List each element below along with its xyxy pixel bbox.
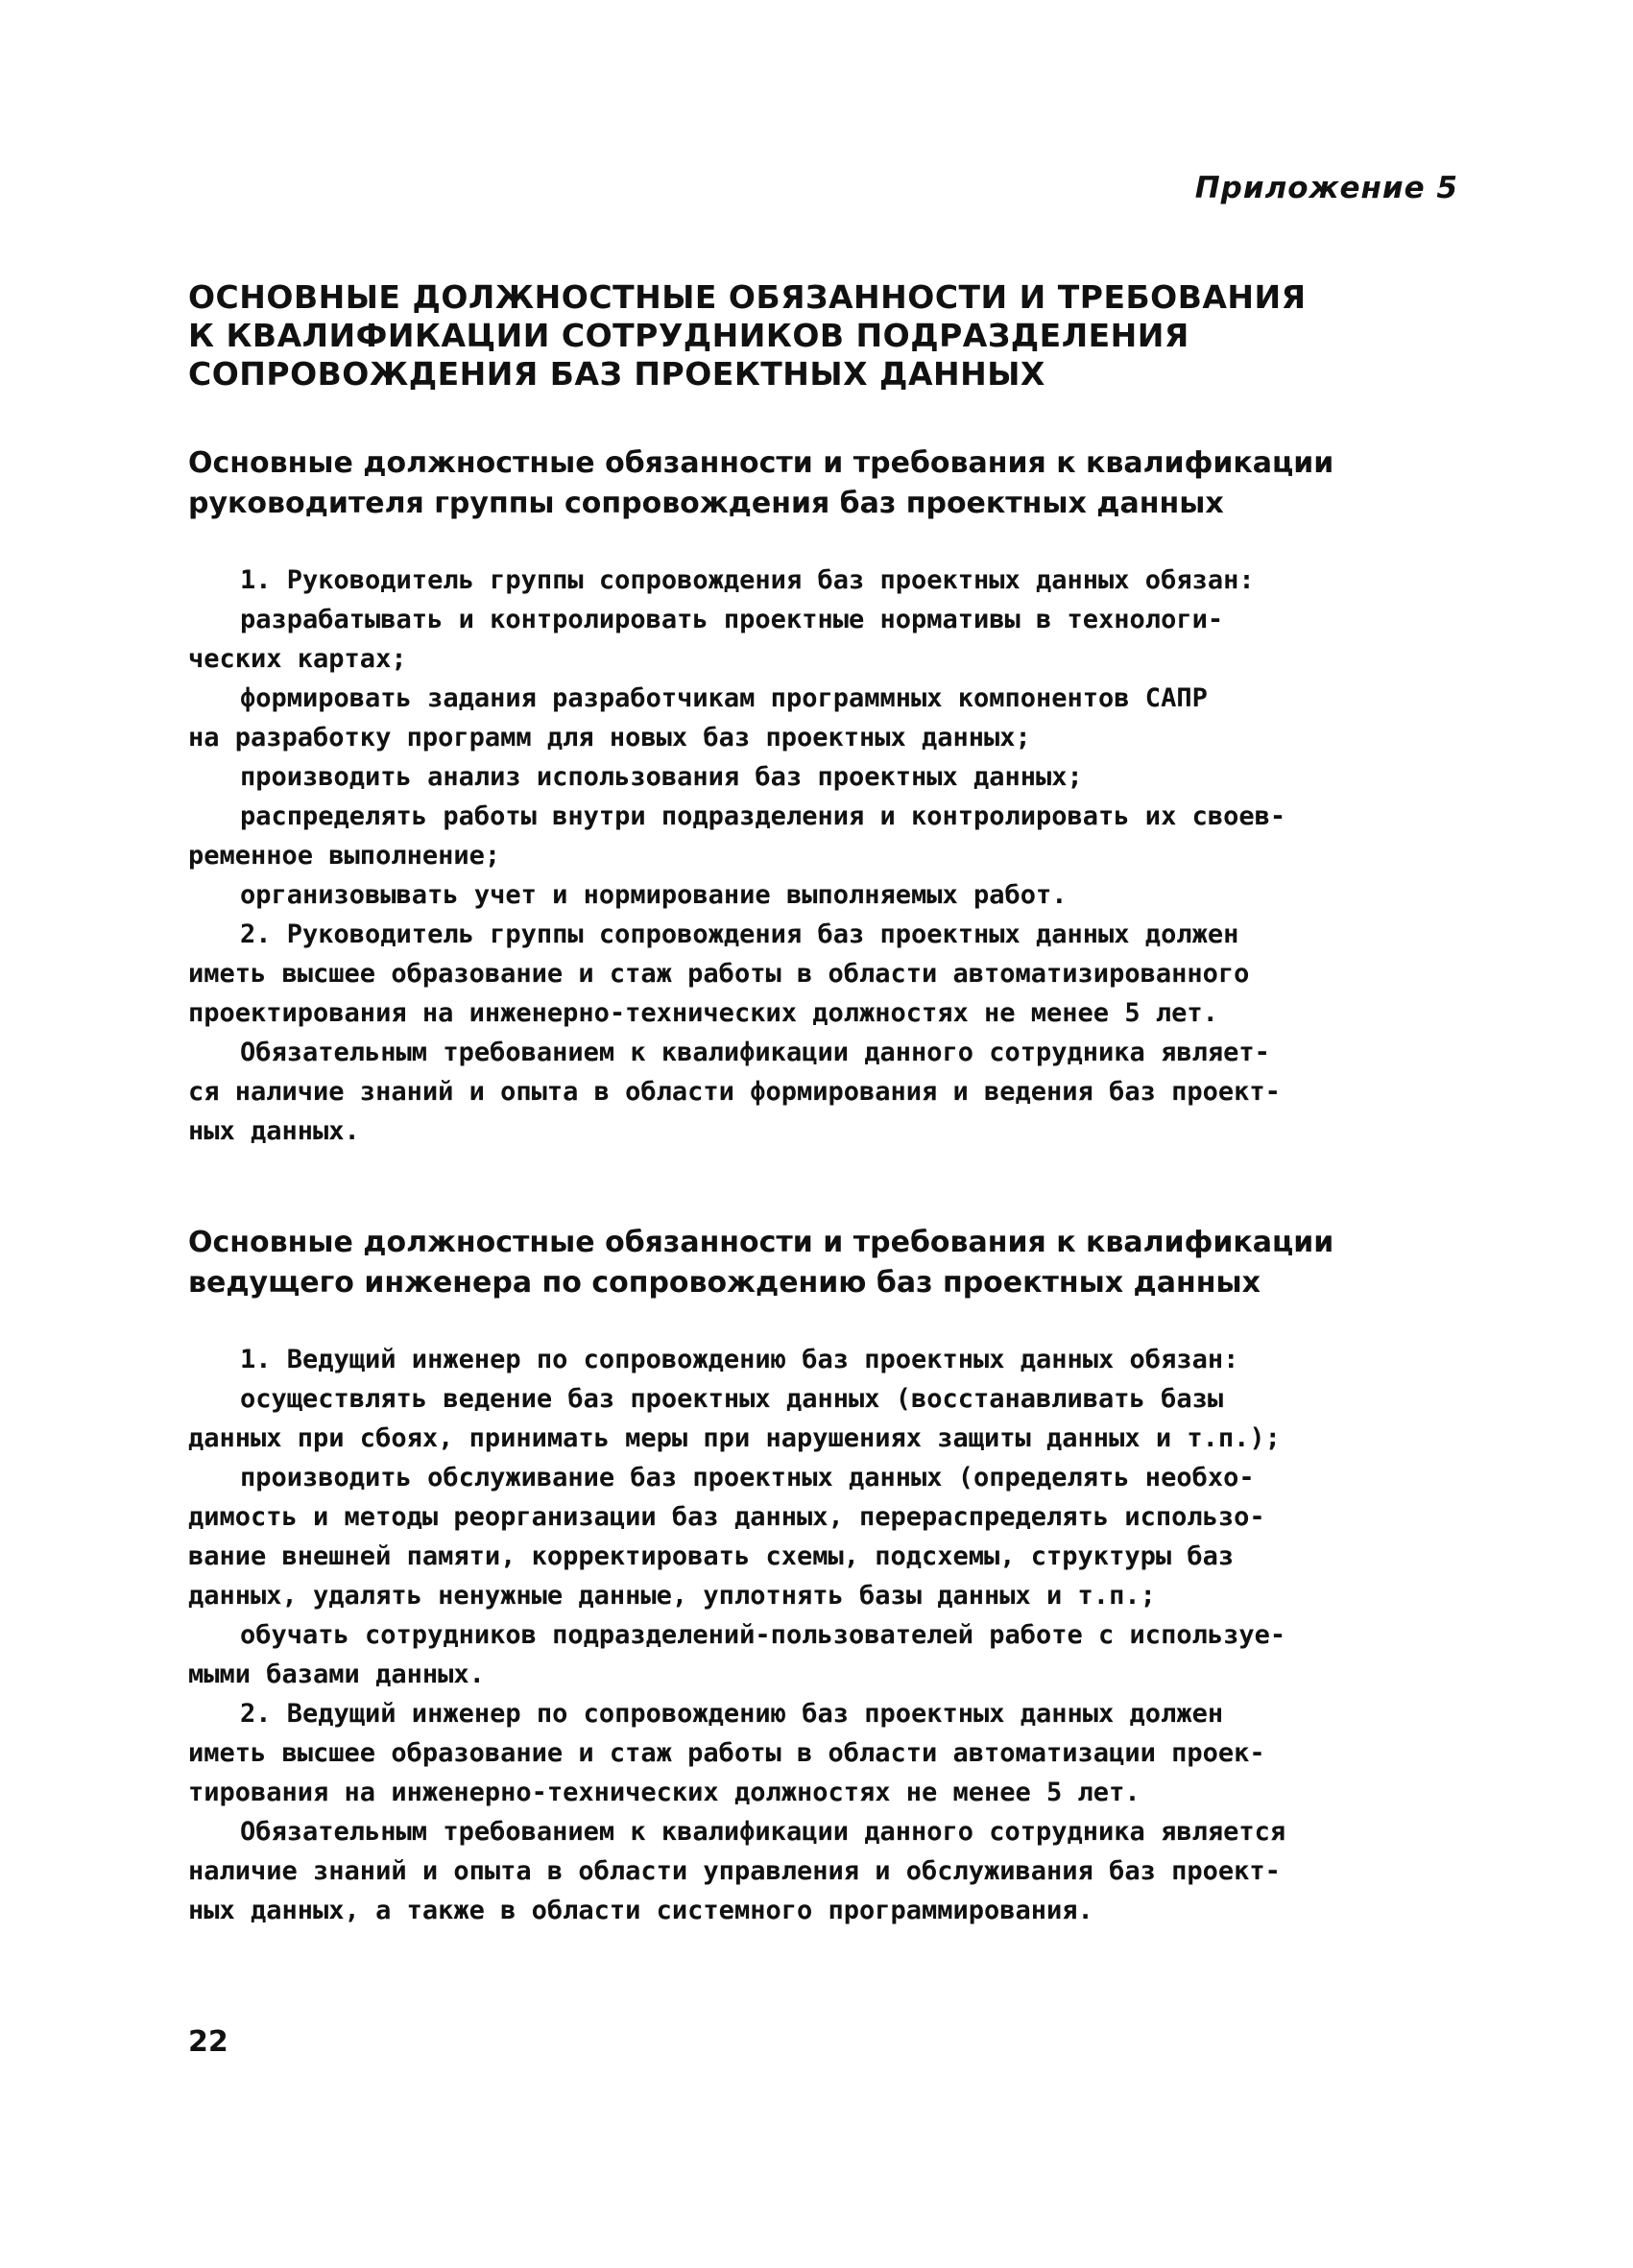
paragraph-line: организовывать учет и нормирование выполняемых работ. (240, 880, 1068, 910)
paragraph-line: наличие знаний и опыта в области управления и обслуживания баз проект- (188, 1856, 1281, 1886)
paragraph-line: вание внешней памяти, корректировать схемы, подсхемы, структуры баз (188, 1541, 1235, 1571)
paragraph-line: ся наличие знаний и опыта в области формирования и ведения баз проект- (188, 1077, 1281, 1107)
paragraph-line: данных при сбоях, принимать меры при нарушениях защиты данных и т.п.); (188, 1423, 1281, 1453)
paragraph-line: ных данных. (188, 1116, 360, 1146)
paragraph-line: иметь высшее образование и стаж работы в области автоматизированного (188, 959, 1250, 989)
paragraph-line: формировать задания разработчикам программных компонентов САПР (240, 683, 1208, 713)
paragraph-line: ных данных, а также в области системного программирования. (188, 1896, 1093, 1925)
paragraph-line: обучать сотрудников подразделений-пользователей работе с используе- (240, 1620, 1286, 1650)
section2-body (188, 1340, 1494, 1930)
appendix-label: Приложение 5 (1194, 171, 1458, 205)
section-title-line: Основные должностные обязанности и требования к квалификации (188, 1226, 1334, 1259)
section1-title (188, 443, 1455, 524)
section1-body (188, 561, 1494, 1151)
section2-title (188, 1223, 1455, 1303)
main-title-line: СОПРОВОЖДЕНИЯ БАЗ ПРОЕКТНЫХ ДАННЫХ (188, 355, 1045, 393)
paragraph-line: Обязательным требованием к квалификации данного сотрудника является (240, 1817, 1286, 1847)
paragraph-line: проектирования на инженерно-технических должностях не менее 5 лет. (188, 998, 1218, 1028)
section-title-line: Основные должностные обязанности и требования к квалификации (188, 446, 1334, 480)
paragraph-line: димость и методы реорганизации баз данных, перераспределять использо- (188, 1502, 1265, 1532)
paragraph-line: на разработку программ для новых баз проектных данных; (188, 723, 1031, 752)
paragraph-line: производить обслуживание баз проектных данных (определять необхо- (240, 1463, 1255, 1492)
paragraph-line: тирования на инженерно-технических должностях не менее 5 лет. (188, 1778, 1141, 1807)
paragraph-line: Обязательным требованием к квалификации данного сотрудника являет- (240, 1038, 1270, 1067)
paragraph-line: осуществлять ведение баз проектных данных (восстанавливать базы (240, 1384, 1224, 1414)
main-title (188, 278, 1455, 394)
paragraph-line: ременное выполнение; (188, 841, 501, 871)
main-title-line: ОСНОВНЫЕ ДОЛЖНОСТНЫЕ ОБЯЗАННОСТИ И ТРЕБОВАНИЯ (188, 278, 1307, 316)
paragraph-line: производить анализ использования баз проектных данных; (240, 762, 1083, 792)
paragraph-line: 2. Ведущий инженер по сопровождению баз проектных данных должен (240, 1699, 1224, 1729)
section-title-line: руководителя группы сопровождения баз проектных данных (188, 487, 1224, 520)
section-title-line: ведущего инженера по сопровождению баз проектных данных (188, 1266, 1261, 1300)
paragraph-line: 1. Ведущий инженер по сопровождению баз проектных данных обязан: (240, 1345, 1239, 1374)
paragraph-line: распределять работы внутри подразделения и контролировать их своев- (240, 801, 1286, 831)
page-number: 22 (188, 2025, 228, 2059)
paragraph-line: данных, удалять ненужные данные, уплотнять базы данных и т.п.; (188, 1581, 1156, 1611)
paragraph-line: 1. Руководитель группы сопровождения баз проектных данных обязан: (240, 565, 1255, 595)
paragraph-line: разрабатывать и контролировать проектные нормативы в технологи- (240, 605, 1224, 634)
paragraph-line: мыми базами данных. (188, 1659, 485, 1689)
paragraph-line: ческих картах; (188, 644, 407, 674)
paragraph-line: 2. Руководитель группы сопровождения баз проектных данных должен (240, 919, 1239, 949)
paragraph-line: иметь высшее образование и стаж работы в области автоматизации проек- (188, 1738, 1265, 1768)
main-title-line: К КВАЛИФИКАЦИИ СОТРУДНИКОВ ПОДРАЗДЕЛЕНИЯ (188, 317, 1189, 354)
